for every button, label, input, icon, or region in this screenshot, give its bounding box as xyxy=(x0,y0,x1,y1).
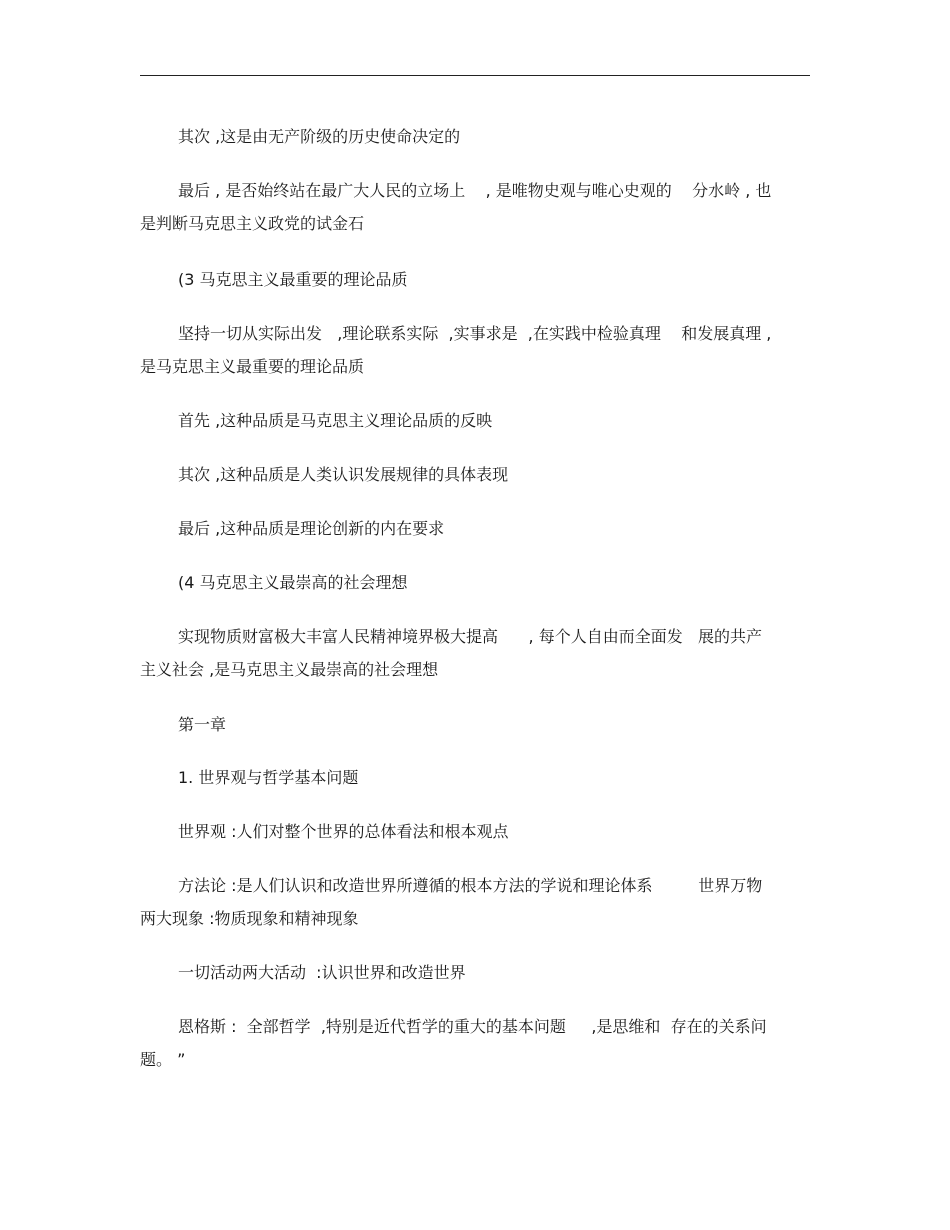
text-line: 第一章 xyxy=(178,715,227,734)
text-line: 首先 ,这种品质是马克思主义理论品质的反映 xyxy=(178,411,493,430)
text-line: 一切活动两大活动 :认识世界和改造世界 xyxy=(178,963,466,982)
chapter-heading xyxy=(140,708,810,741)
text-line: (4 马克思主义最崇高的社会理想 xyxy=(178,573,408,592)
text-line: 题。 ” xyxy=(140,1050,186,1069)
text-line: 最后 , 是否始终站在最广大人民的立场上 , 是唯物史观与唯心史观的 分水岭 , 也 xyxy=(178,181,772,200)
text-line: 是判断马克思主义政党的试金石 xyxy=(140,214,365,233)
paragraph xyxy=(140,174,810,240)
text-line: (3 马克思主义最重要的理论品质 xyxy=(178,270,408,289)
paragraph xyxy=(140,512,810,545)
text-line: 其次 ,这种品质是人类认识发展规律的具体表现 xyxy=(178,465,509,484)
paragraph xyxy=(140,815,810,848)
paragraph xyxy=(140,956,810,989)
text-line: 最后 ,这种品质是理论创新的内在要求 xyxy=(178,519,445,538)
paragraph xyxy=(140,404,810,437)
text-line: 世界观 :人们对整个世界的总体看法和根本观点 xyxy=(178,822,509,841)
paragraph xyxy=(140,317,810,383)
section-heading xyxy=(140,566,810,599)
text-line: 坚持一切从实际出发 ,理论联系实际 ,实事求是 ,在实践中检验真理 和发展真理 , xyxy=(178,324,772,343)
text-line: 两大现象 :物质现象和精神现象 xyxy=(140,909,359,928)
text-line: 方法论 :是人们认识和改造世界所遵循的根本方法的学说和理论体系 世界万物 xyxy=(178,876,763,895)
section-heading xyxy=(140,263,810,296)
text-line: 实现物质财富极大丰富人民精神境界极大提高 , 每个人自由而全面发 展的共产 xyxy=(178,627,762,646)
paragraph xyxy=(140,869,810,935)
paragraph xyxy=(140,458,810,491)
paragraph xyxy=(140,1010,810,1076)
paragraph xyxy=(140,620,810,686)
section-heading xyxy=(140,761,810,794)
paragraph xyxy=(140,120,810,153)
text-line: 其次 ,这是由无产阶级的历史使命决定的 xyxy=(178,127,461,146)
text-line: 主义社会 ,是马克思主义最崇高的社会理想 xyxy=(140,660,439,679)
text-line: 恩格斯 : 全部哲学 ,特别是近代哲学的重大的基本问题 ,是思维和 存在的关系问 xyxy=(178,1017,767,1036)
text-line: 1. 世界观与哲学基本问题 xyxy=(178,768,359,787)
text-line: 是马克思主义最重要的理论品质 xyxy=(140,357,365,376)
header-rule xyxy=(140,75,810,76)
